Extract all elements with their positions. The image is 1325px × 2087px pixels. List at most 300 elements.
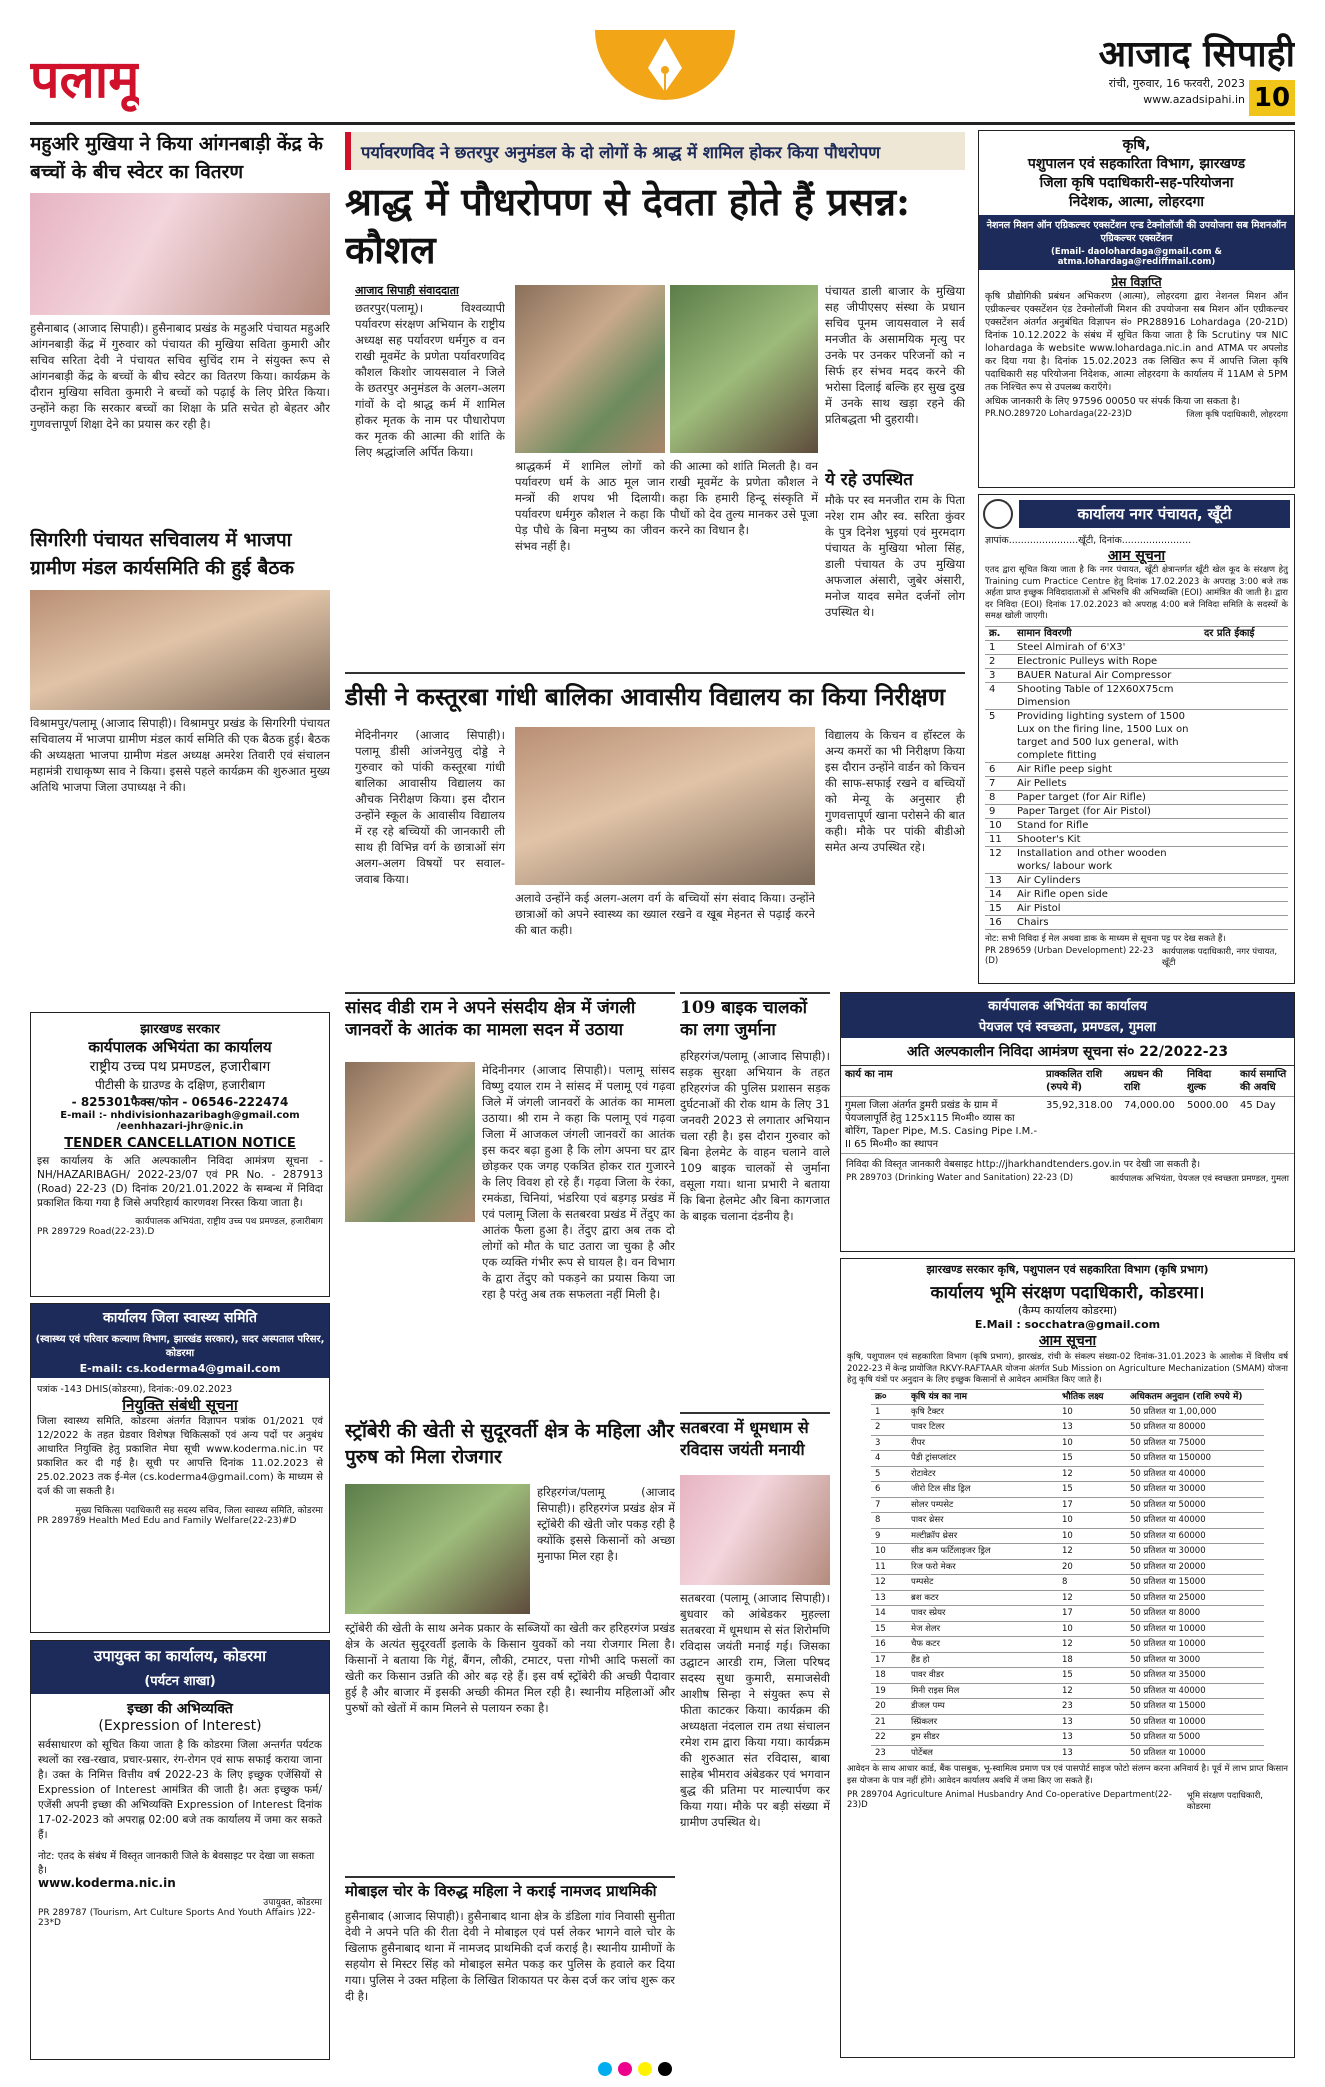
khunti-table-header — [985, 626, 1288, 641]
soil-notes: आवेदन के साथ आधार कार्ड, बैंक पासबुक, भू-स्वामित्व प्रमाण पत्र एवं पासपोर्ट साइज फोटो संलग्न करना अनिवार्य है। पूर्व में लाभ प्राप्त किसान इस योजना के पात्र नहीं होंगे। आवेदन कार्यालय अवधि में जमा किए जा सकते हैं। — [847, 1764, 1288, 1786]
row-number: 10 — [989, 819, 1002, 831]
khunti-intro: एतद द्वारा सूचित किया जाता है कि नगर पंचायत, खूँटी क्षेत्रान्तर्गत खूँटी खेल कूद के संरक्षण हेतु Training cum Practice Centre हेतु दिनांक 17.02.2023 के अपराह्न 3:00 बजे तक अर्हता प्राप्त इच्छुक निविदादाताओं से अभिरुचि की अभिव्यक्ति (EOI) आमंत्रित की जाती है। द्वारा दर निविदा (EOI) दिनांक 17.02.2023 को अपराह्न 4:00 बजे निविदा समिति के सदस्यों के समक्ष खोली जाएगी। — [985, 565, 1288, 621]
khunti-ad — [978, 494, 1295, 984]
water-table-row — [841, 1097, 1294, 1154]
agri-title1: कृषि, — [1122, 137, 1151, 153]
story-3-kicker: पर्यावरणविद ने छतरपुर अनुमंडल के दो लोगों के श्राद्ध में शामिल होकर किया पौधरोपण — [361, 143, 881, 162]
soil-cell-item: कृषि टैक्टर — [911, 1406, 945, 1417]
table-row — [985, 916, 1288, 930]
agri-email: (Email- daolohardaga@gmail.com & atma.lohardaga@rediffmail.com) — [979, 247, 1294, 270]
agri-ad — [978, 130, 1295, 488]
soil-cell-item: पावर टिलर — [911, 1422, 945, 1432]
soil-cell-n: 7 — [875, 1499, 881, 1510]
soil-cell-sub: 50 प्रतिशत या 30000 — [1130, 1546, 1206, 1556]
table-row — [871, 1529, 1264, 1545]
black-mark-icon — [658, 2062, 672, 2076]
soil-cell-sub: 50 प्रतिशत या 150000 — [1130, 1453, 1212, 1463]
emblem-icon — [983, 499, 1013, 529]
story-8-body-1: हरिहरगंज/पलामू (आजाद सिपाही)। हरिहरगंज प्रखंड क्षेत्र में स्ट्रॉबेरी की खेती जोर पकड़ रही है क्योंकि इससे किसानों को अच्छा मुनाफा मिल रहा है। — [537, 1485, 675, 1563]
soil-cell-n: 21 — [875, 1716, 886, 1727]
item-rate — [1200, 777, 1288, 790]
soil-cell-sub: 50 प्रतिशत या 40000 — [1130, 1515, 1206, 1525]
water-tender-ad — [840, 992, 1295, 1252]
soil-cell-target: 17 — [1062, 1608, 1073, 1618]
agri-title3: जिला कृषि पदाधिकारी-सह-परियोजना — [1039, 175, 1234, 191]
khunti-col-no: क्र. — [989, 627, 1001, 639]
story-7-headline: सतबरवा में धूमधाम से रविदास जयंती मनायी — [680, 1418, 809, 1459]
soil-cell-sub: 50 प्रतिशत या 15000 — [1130, 1577, 1206, 1587]
soil-cell-target: 8 — [1062, 1577, 1068, 1587]
water-col-time: कार्य समाप्ति की अवधि — [1240, 1069, 1287, 1093]
table-row — [871, 1699, 1264, 1715]
nh-phone: - 825301फैक्स/फोन - 06546-222474 — [71, 1095, 289, 1109]
soil-cell-n: 12 — [875, 1577, 886, 1587]
table-row — [871, 1420, 1264, 1436]
tourism-body: सर्वसाधारण को सूचित किया जाता है कि कोडरमा जिला अन्तर्गत पर्यटक स्थलों का रख-रखाव, प्रचार-प्रसार, रंग-रोगन एवं साफ सफाई कराया जाना है। उक्त के निमित्त वित्तीय वर्ष 2022-23 के लिए इच्छुक एजेंसियों से Expression of Interest आमंत्रित की जाती है। अतः इच्छुक फर्म/एजेंसी अपनी इच्छा की अभिव्यक्ति Expression of Interest दिनांक 17-02-2023 को अपराह्न 02:00 बजे तक कार्यालय में जमा कर सकते हैं। — [38, 1739, 322, 1841]
masthead-rule — [30, 122, 1295, 125]
soil-cell-n: 13 — [875, 1592, 886, 1603]
table-row — [871, 1622, 1264, 1638]
water-time: 45 Day — [1240, 1100, 1276, 1111]
row-number: 4 — [989, 683, 996, 695]
item-name: Air Cylinders — [1017, 874, 1081, 886]
story-2-photo — [30, 590, 330, 710]
table-row — [871, 1653, 1264, 1669]
soil-cell-item: रोटावेटर — [911, 1468, 936, 1479]
table-row — [871, 1730, 1264, 1746]
agri-pr: PR.NO.289720 Lohardaga(22-23)D — [985, 409, 1132, 419]
website: www.azadsipahi.in — [1143, 93, 1245, 106]
soil-cell-item: पावर वीडर — [911, 1670, 944, 1680]
soil-cell-sub: 50 प्रतिशत या 75000 — [1130, 1437, 1206, 1448]
table-row — [985, 669, 1288, 683]
soil-cell-sub: 50 प्रतिशत या 30000 — [1130, 1484, 1206, 1494]
item-rate — [1200, 902, 1288, 915]
soil-col-target: भौतिक लक्ष्य — [1062, 1391, 1104, 1402]
khunti-table-body — [985, 641, 1288, 930]
table-row — [985, 710, 1288, 763]
item-name: Electronic Pulleys with Rope — [1017, 655, 1158, 667]
health-pr: PR 289789 Health Med Edu and Family Welfare(22-23)#D — [37, 1516, 297, 1526]
table-row — [871, 1591, 1264, 1607]
water-title: अति अल्पकालीन निविदा आमंत्रण सूचना सं० 22/2022-23 — [841, 1038, 1294, 1066]
item-rate — [1200, 805, 1288, 818]
soil-cell-sub: 50 प्रतिशत या 80000 — [1130, 1422, 1206, 1432]
story-6-headline-box — [680, 992, 830, 1044]
soil-cell-n: 9 — [875, 1530, 881, 1541]
water-cost: 35,92,318.00 — [1046, 1100, 1113, 1111]
story-2-body: विश्रामपुर/पलामू (आजाद सिपाही)। विश्रामपुर प्रखंड के सिगरिगी पंचायत सचिवालय में भाजपा ग्रामीण मंडल कार्य समिति की एक बैठक हुई। बैठक की अध्यक्षता भाजपा ग्रामीण मंडल अध्यक्ष अमरेश तिवारी एवं संचालन महामंत्री राधाकृष्ण साव ने किया। इससे पहले कार्यक्रम की शुरुआत मुख्य अतिथि भाजपा जिला उपाध्यक्ष ने की। — [30, 716, 330, 794]
khunti-footer: नोट: सभी निविदा ई मेल अथवा डाक के माध्यम से सूचना पट्ट पर देख सकते हैं। — [985, 933, 1226, 944]
row-number: 16 — [989, 916, 1002, 928]
soil-intro: कृषि, पशुपालन एवं सहकारिता विभाग (कृषि प्रभाग), झारखंड, रांची के संकल्प संख्या-02 दिनांक-31.01.2023 के आलोक में वित्तीय वर्ष 2022-23 में केन्द्र प्रायोजित RKVY-RAFTAAR योजना अंतर्गत Sub Mission on Agriculture Mechanization (SMAM) योजना हेतु कृषि यंत्रों पर अनुदान के लिए इच्छुक किसानों से आवेदन आमंत्रित किए जाते हैं। — [847, 1352, 1288, 1385]
water-table-header — [841, 1066, 1294, 1097]
tourism-pr: PR 289787 (Tourism, Art Culture Sports And Youth Affairs )22-23*D — [38, 1908, 316, 1928]
agri-body: कृषि प्रौद्योगिकी प्रबंधन अभिकरण (आत्मा), लोहरदगा द्वारा नेशनल मिशन ऑन एग्रीकल्चर एक्सटेंशन एंड टेक्नोलॉजी मिशन की उपयोजना सब मिशन ऑन एग्रीकल्चर एक्सटेंशन अंतर्गत अनुबंधित विज्ञापन सं० PR288916 Lohardaga (20-21D) दिनांक 10.12.2022 के संबंध में सूचित किया जाता है कि Scrutiny पत्र NIC lohardaga के website www.lohardaga.nic.in and ATMA पर अपलोड कर दिया गया है। दिनांक 15.02.2023 तक लिखित रूप में आपत्ति जिला कृषि पदाधिकारी सह परियोजना निदेशक, आत्मा लोहरदगा के कार्यालय में 11AM से 5PM तक निश्चित रूप से उपलब्ध कराएँगे। — [985, 291, 1288, 393]
story-5-headline-box — [345, 992, 675, 1058]
row-number: 11 — [989, 833, 1002, 845]
story-3-photo-2 — [670, 285, 818, 453]
soil-cell-item: सोलर पम्पसेट — [911, 1499, 954, 1510]
agri-contact: अधिक जानकारी के लिए 97596 00050 पर संपर्क किया जा सकता है। — [985, 396, 1240, 407]
soil-cell-target: 15 — [1062, 1453, 1073, 1463]
item-rate — [1200, 710, 1288, 762]
soil-cell-sub: 50 प्रतिशत या 25000 — [1130, 1592, 1206, 1603]
story-1-headline-box — [30, 130, 330, 190]
water-col-work: कार्य का नाम — [845, 1069, 893, 1080]
nh-line1: झारखण्ड सरकार — [140, 1022, 220, 1037]
nh-tender-ad — [30, 1012, 330, 1297]
soil-cell-item: ब्रश कटर — [911, 1592, 939, 1603]
nh-title: TENDER CANCELLATION NOTICE — [64, 1136, 296, 1151]
nh-signer: कार्यपालक अभियंता, राष्ट्रीय उच्च पथ प्रमण्डल, हजारीबाग — [135, 1217, 323, 1227]
item-name: Paper Target (for Air Pistol) — [1017, 805, 1151, 817]
story-3-byline: आजाद सिपाही संवाददाता — [355, 284, 459, 297]
soil-pr: PR 289704 Agriculture Animal Husbandry And Co-operative Department(22-23)D — [847, 1790, 1172, 1810]
soil-ad — [840, 1258, 1295, 2058]
water-header1: कार्यपालक अभियंता का कार्यालय — [841, 993, 1294, 1017]
row-number: 1 — [989, 641, 996, 653]
story-4-body-3: विद्यालय के किचन व हॉस्टल के अन्य कमरों का भी निरीक्षण किया इस दौरान उन्होंने वार्डन को किचन की साफ-सफाई रखने व बच्चियों को मेन्यू के अनुसार ही गुणवत्तापूर्ण खाना परोसने की बात कही। मौके पर पांकी बीडीओ समेत अन्य उपस्थित रहे। — [825, 728, 965, 854]
soil-cell-sub: 50 प्रतिशत या 10000 — [1130, 1747, 1206, 1758]
story-4-body-2: अलावे उन्होंने कई अलग-अलग वर्ग के बच्चियों संग संवाद किया। उन्होंने छात्राओं को अपने स्वास्थ्य का ख्याल रखने व खूब मेहनत से पढ़ाई करने की बात कही। — [515, 891, 815, 937]
soil-table-header — [871, 1389, 1264, 1405]
table-row — [985, 874, 1288, 888]
row-number: 12 — [989, 847, 1002, 859]
item-rate — [1200, 791, 1288, 804]
table-row — [985, 833, 1288, 847]
khunti-header: कार्यालय नगर पंचायत, खूँटी — [1019, 500, 1290, 528]
table-row — [985, 847, 1288, 874]
yellow-mark-icon — [638, 2062, 652, 2076]
tourism-title-en: (Expression of Interest) — [98, 1718, 262, 1734]
story-3-body-4: पंचायत डाली बाजार के मुखिया सह जीपीएसए संस्था के प्रधान सचिव पूनम जायसवाल ने सर्व मनजीत के असामयिक मृत्यु पर उनके पर उनकर परिजनों को न सिर्फ हर संभव मदद करने की भरोसा दिलाई बल्कि हर सुख दुख में उनके साथ खड़ा रहने की प्रतिबद्धता भी दुहरायी। — [825, 284, 965, 426]
story-2-headline: सिगरिगी पंचायत सचिवालय में भाजपा ग्रामीण मंडल कार्यसमिति की हुई बैठक — [30, 529, 294, 579]
soil-cell-n: 3 — [875, 1437, 881, 1448]
item-name: Chairs — [1017, 916, 1049, 928]
section-title: पलामू — [30, 49, 140, 110]
health-ref: पत्रांक -143 DHIS(कोडरमा), दिनांक:-09.02.2023 — [37, 1384, 233, 1395]
nh-line4: पीटीसी के ग्राउण्ड के दक्षिण, हजारीबाग — [94, 1078, 266, 1092]
item-name: Shooting Table of 12X60X75cm Dimension — [1017, 683, 1174, 708]
table-row — [985, 641, 1288, 655]
story-4-headline: डीसी ने कस्तूरबा गांधी बालिका आवासीय विद्यालय का किया निरीक्षण — [345, 682, 946, 711]
soil-cell-target: 13 — [1062, 1422, 1073, 1432]
story-6-headline: 109 बाइक चालकों का लगा जुर्माना — [680, 998, 808, 1040]
table-row — [985, 888, 1288, 902]
agri-title5: नेशनल मिशन ऑन एग्रिकल्चर एक्सटेंशन एन्ड टेक्नोलॉजी की उपयोजना सब मिशनऑन एग्रिकल्चर एक्सटेंशन — [979, 215, 1294, 247]
dateline: रांची, गुरुवार, 16 फरवरी, 2023 — [1108, 77, 1245, 90]
story-7-photo — [680, 1475, 830, 1585]
nh-email1: E-mail :- nhdivisionhazaribagh@gmail.com — [60, 1110, 300, 1121]
table-row — [871, 1467, 1264, 1483]
item-rate — [1200, 763, 1288, 776]
item-rate — [1200, 655, 1288, 668]
tourism-header2: (पर्यटन शाखा) — [31, 1671, 329, 1694]
pen-nib-logo-icon — [590, 30, 740, 110]
table-row — [871, 1746, 1264, 1762]
story-8-headline-box — [345, 1418, 675, 1478]
khunti-signer: कार्यपालक पदाधिकारी, नगर पंचायत, खूँटी — [1162, 946, 1278, 968]
soil-cell-target: 12 — [1062, 1468, 1073, 1479]
soil-cell-item: पैडी ट्रांसप्लांटर — [911, 1453, 957, 1463]
story-5-photo — [345, 1062, 475, 1222]
story-6-body: हरिहरगंज/पलामू (आजाद सिपाही)। सड़क सुरक्षा अभियान के तहत हरिहरगंज की पुलिस प्रशासन सड़क दुर्घटनाओं की रोक थाम के लिए 31 जनवरी 2023 से लगातार अभियान चला रही है। इस दौरान गुरुवार को बिना हेलमेट के वाहन चलाने वाले 109 बाइक चालकों से जुर्माना वसूला गया। थाना प्रभारी ने बताया कि बिना हेलमेट और बिना कागजात के बाइक चलाना दंडनीय है। — [680, 1049, 830, 1223]
soil-cell-sub: 50 प्रतिशत या 35000 — [1130, 1670, 1206, 1680]
tourism-ad — [30, 1640, 330, 2060]
item-name: Stand for Rifle — [1017, 819, 1089, 831]
story-3-kicker-bar — [345, 132, 965, 170]
item-rate — [1200, 847, 1288, 873]
item-name: Air Pistol — [1017, 902, 1061, 914]
water-fee: 5000.00 — [1187, 1100, 1229, 1111]
water-work: गुमला जिला अंतर्गत डुमरी प्रखंड के ग्राम में पेयजलापूर्ति हेतु 125x115 मि०मी० व्यास का बोरिंग, Taper Pipe, M.S. Casing Pipe I.M.-II 65 मि०मी० का स्थापन — [845, 1100, 1038, 1150]
item-name: Providing lighting system of 1500 Lux on the firing line, 1500 Lux on target and 500 lux general, with complete fitting — [1017, 710, 1189, 761]
health-body: जिला स्वास्थ्य समिति, कोडरमा अंतर्गत विज्ञापन पत्रांक 01/2021 एवं 12/2022 के तहत ग्रेडवार विशेषज्ञ चिकित्सकों एवं अन्य पदों पर अनुबंध आधारित नियुक्ति हेतु प्रकाशित मेघा सूची www.koderma.nic.in पर प्रकाशित कर दी गई है। सूची पर आपत्ति दिनांक 11.02.2023 से 25.02.2023 तक ई-मेल (cs.koderma4@gmail.com) के माध्यम से दर्ज की जा सकती है। — [37, 1416, 323, 1497]
story-8-photo — [345, 1484, 530, 1614]
soil-cell-item: ड्रम सीडर — [911, 1732, 940, 1742]
item-name: Air Rifle open side — [1017, 888, 1108, 900]
table-row — [871, 1405, 1264, 1421]
soil-cell-sub: 50 प्रतिशत या 8000 — [1130, 1608, 1201, 1618]
agri-title4: निदेशक, आत्मा, लोहरदगा — [1069, 194, 1204, 210]
agri-title2: पशुपालन एवं सहकारिता विभाग, झारखण्ड — [1027, 156, 1246, 172]
soil-cell-item: रीपर — [911, 1437, 925, 1448]
registration-marks — [598, 2062, 728, 2076]
soil-cell-item: पोर्टेबल — [911, 1747, 933, 1758]
soil-cell-item: चैफ कटर — [911, 1639, 940, 1649]
story-3-headline: श्राद्ध में पौधरोपण से देवता होते हैं प्रसन्न: कौशल — [345, 179, 911, 272]
soil-header3: (कैम्प कार्यालय कोडरमा) — [1017, 1304, 1118, 1317]
item-name: BAUER Natural Air Compressor — [1017, 669, 1172, 681]
story-7-headline-box — [680, 1412, 830, 1470]
soil-cell-item: पम्पसेट — [911, 1577, 934, 1587]
soil-cell-sub: 50 प्रतिशत या 5000 — [1130, 1732, 1201, 1742]
water-col-deposit: अग्रधन की राशि — [1124, 1069, 1163, 1093]
nh-line3: राष्ट्रीय उच्च पथ प्रमण्डल, हजारीबाग — [89, 1059, 271, 1075]
row-number: 14 — [989, 888, 1002, 900]
table-row — [871, 1560, 1264, 1576]
item-rate — [1200, 874, 1288, 887]
item-rate — [1200, 916, 1288, 929]
soil-cell-target: 17 — [1062, 1499, 1073, 1510]
soil-cell-sub: 50 प्रतिशत या 20000 — [1130, 1561, 1206, 1572]
soil-cell-n: 20 — [875, 1701, 886, 1711]
table-row — [985, 777, 1288, 791]
newspaper-brand: आजाद सिपाही — [1098, 33, 1295, 75]
soil-cell-item: हैंड हो — [911, 1654, 930, 1665]
row-number: 7 — [989, 777, 996, 789]
table-row — [871, 1451, 1264, 1467]
soil-cell-n: 17 — [875, 1654, 886, 1665]
row-number: 2 — [989, 655, 996, 667]
masthead-meta — [1109, 76, 1245, 108]
soil-cell-target: 12 — [1062, 1685, 1073, 1696]
water-header2: पेयजल एवं स्वच्छता, प्रमण्डल, गुमला — [841, 1017, 1294, 1038]
soil-cell-sub: 50 प्रतिशत या 50000 — [1130, 1499, 1206, 1510]
table-row — [871, 1575, 1264, 1591]
water-note: निविदा की विस्तृत जानकारी वेबसाइट http://jharkhandtenders.gov.in पर देखी जा सकती है। — [846, 1159, 1201, 1170]
tourism-signer: उपायुक्त, कोडरमा — [263, 1898, 322, 1908]
story-7-body: सतबरवा (पलामू (आजाद सिपाही)। बुधवार को आंबेडकर मुहल्ला सतबरवा में धूमधाम से संत शिरोमणि रविदास जयंती मनाई गई। जिसका उद्घाटन आरडी राम, जिला परिषद सदस्य सुधा कुमारी, समाजसेवी आशीष सिन्हा ने संयुक्त रूप से फीता काटकर किया। कार्यक्रम की अध्यक्षता नंदलाल राम तथा संचालन रमेश राम द्वारा किया गया। कार्यक्रम की शुरुआत संत रविदास, बाबा साहेब भीमराव अंबेडकर एवं भगवान बुद्ध की प्रतिमा पर माल्यार्पण कर किया गया। मौके पर बड़ी संख्या में ग्रामीण उपस्थित थे। — [680, 1591, 830, 1829]
story-3-body-2: श्राद्धकर्म में शामिल लोगों को पर्यावरण धर्म के आठ मूल जान मन्त्रों की शपथ भी दिलायी। पर्यावरण धर्मगुरु कौशल ने कहा कि पेड़ पौधे के बिना मनुष्य का जीवन संभव नहीं है। — [515, 459, 665, 553]
soil-col-subsidy: अधिकतम अनुदान (राशि रुपये में) — [1130, 1391, 1243, 1402]
row-number: 15 — [989, 902, 1002, 914]
story-4-body-1: मेदिनीनगर (आजाद सिपाही)। पलामू डीसी आंजनेयुलु दोड्डे ने गुरुवार को पांकी कस्तूरबा गांधी बालिका आवासीय विद्यालय का औचक निरीक्षण किया। इस दौरान उन्होंने स्कूल के आवासीय विद्यालय में रह रहे बच्चियों की जानकारी ली साथ ही विभिन्न वर्ग के छात्राओं संग अलग-अलग विषयों पर सवाल-जवाब किया। — [355, 728, 505, 886]
item-rate — [1200, 819, 1288, 832]
health-signer: मुख्य चिकित्सा पदाधिकारी सह सदस्य सचिव, जिला स्वास्थ्य समिति, कोडरमा — [75, 1506, 323, 1516]
soil-cell-target: 15 — [1062, 1670, 1073, 1680]
table-row — [871, 1668, 1264, 1684]
soil-cell-n: 4 — [875, 1453, 881, 1463]
soil-cell-target: 10 — [1062, 1406, 1073, 1417]
soil-cell-sub: 50 प्रतिशत या 60000 — [1130, 1530, 1206, 1541]
table-row — [985, 791, 1288, 805]
tourism-header1: उपायुक्त का कार्यालय, कोडरमा — [31, 1641, 329, 1671]
water-col-fee: निविदा शुल्क — [1187, 1069, 1212, 1093]
table-row — [985, 655, 1288, 669]
soil-cell-n: 2 — [875, 1422, 881, 1432]
table-row — [985, 819, 1288, 833]
item-rate — [1200, 641, 1288, 654]
item-name: Steel Almirah of 6'X3' — [1017, 641, 1126, 653]
cyan-mark-icon — [598, 2062, 612, 2076]
row-number: 9 — [989, 805, 996, 817]
khunti-pr: PR 289659 (Urban Development) 22-23 (D) — [985, 945, 1154, 966]
nh-email2: /eenhhazari-jhr@nic.in — [116, 1121, 244, 1132]
soil-cell-target: 15 — [1062, 1484, 1073, 1494]
nh-line2: कार्यपालक अभियंता का कार्यालय — [88, 1038, 272, 1056]
story-4-headline-box — [345, 672, 965, 722]
soil-cell-target: 10 — [1062, 1623, 1073, 1634]
khunti-notice: आम सूचना — [1107, 548, 1166, 564]
nh-body: इस कार्यालय के अति अल्पकालीन निविदा आमंत्रण सूचना - NH/HAZARIBAGH/ 2022-23/07 एवं PR No. - 287913 (Road) 22-23 (D) दिनांक 20/21.01.2022 के सम्बन्ध में निविदा प्रकाशित किया गया है जिसे अपरिहार्य कारणवश निरस्त किया जाता है। — [37, 1155, 323, 1209]
story-5-headline: सांसद वीडी राम ने अपने संसदीय क्षेत्र में जंगली जानवरों के आतंक का मामला सदन में उठाया — [345, 998, 636, 1040]
soil-cell-n: 6 — [875, 1484, 881, 1494]
soil-cell-item: मेज शेलर — [911, 1623, 941, 1634]
soil-signer: भूमि संरक्षण पदाधिकारी, कोडरमा — [1186, 1791, 1263, 1812]
row-number: 5 — [989, 710, 996, 722]
soil-table-body — [871, 1405, 1264, 1762]
table-row — [871, 1544, 1264, 1560]
row-number: 8 — [989, 791, 996, 803]
table-row — [871, 1684, 1264, 1700]
row-number: 3 — [989, 669, 996, 681]
story-3-sub: ये रहे उपस्थित — [825, 470, 913, 490]
table-row — [871, 1482, 1264, 1498]
soil-cell-target: 23 — [1062, 1701, 1073, 1711]
row-number: 6 — [989, 763, 996, 775]
soil-cell-sub: 50 प्रतिशत या 10000 — [1130, 1716, 1206, 1727]
story-9-body: हुसैनाबाद (आजाद सिपाही)। हुसैनाबाद थाना क्षेत्र के डंडिला गांव निवासी सुनीता देवी ने अपने पति की रीता देवी ने मोबाइल एवं पर्स लेकर भागने वाले चोर के खिलाफ हुसैनाबाद थाना में नामजद प्राथमिकी दर्ज कराई है। स्थानीय ग्रामीणों के सहयोग से मिस्टर सिंह को मोबाइल समेत पकड़ कर पुलिस के हवाले कर दिया गया। पुलिस ने उक्त महिला के लिखित शिकायत पर केस दर्ज कर जांच शुरू कर दी है। — [345, 1909, 675, 2003]
story-9-headline-box — [345, 1876, 675, 1906]
soil-cell-item: स्प्रिंकलर — [911, 1716, 938, 1727]
story-3-body-3: की आत्मा को शांति मिलती है। वन राखी मूवमेंट के प्रणेता कौशल ने कहा कि हमारी हिन्दू संस्कृति में पौधों को देव तुल्य मानकर उसे पूजा करने का विधान है। — [670, 459, 818, 537]
khunti-col-rate: दर प्रति ईकाई — [1204, 627, 1255, 639]
story-8-body-2: स्ट्रॉबेरी की खेती के साथ अनेक प्रकार के सब्जियों का खेती कर हरिहरगंज प्रखंड क्षेत्र के अत्यंत सुदूरवर्ती इलाके के किसान युवकों को नया रोजगार मिला है। किसानों ने बताया कि गेहूं, बैंगन, लौकी, टमाटर, पत्ता गोभी आदि फसलों का खेती कर किसान उन्नति की ओर बढ़ रहे हैं। इस वर्ष स्ट्रॉबेरी की अच्छी पैदावार हुई है और बाजार में इसकी अच्छी कीमत मिल रही है। स्थानीय महिलाओं और पुरुषों को खेतों में काम मिलने से पलायन रुका है। — [345, 1621, 675, 1715]
health-email: E-mail: cs.koderma4@gmail.com — [31, 1362, 329, 1378]
soil-col-item: कृषि यंत्र का नाम — [911, 1391, 967, 1402]
item-rate — [1200, 888, 1288, 901]
tourism-note: नोट: एतद के संबंध में विस्तृत जानकारी जिले के बेवसाइट पर देखा जा सकता है। — [38, 1851, 315, 1876]
table-row — [985, 902, 1288, 916]
magenta-mark-icon — [618, 2062, 632, 2076]
health-ad — [30, 1303, 330, 1633]
story-1-headline: महुअरि मुखिया ने किया आंगनबाड़ी केंद्र के बच्चों के बीच स्वेटर का वितरण — [30, 133, 323, 183]
water-signer: कार्यपालक अभियंता, पेयजल एवं स्वच्छता प्रमण्डल, गुमला — [1110, 1174, 1289, 1184]
soil-cell-target: 12 — [1062, 1639, 1073, 1649]
soil-cell-n: 16 — [875, 1639, 886, 1649]
soil-notice: आम सूचना — [1038, 1333, 1097, 1349]
soil-cell-item: पावर स्प्रेयर — [911, 1608, 946, 1618]
story-1-body: हुसैनाबाद (आजाद सिपाही)। हुसैनाबाद प्रखंड के महुअरि पंचायत महुअरि आंगनबाड़ी केंद्र में गुरुवार को पंचायत की मुखिया सविता कुमारी और सचिव सरिता देवी ने पंचायत सचिव सुचिंद राम ने संयुक्त रूप से आंगनबाड़ी केंद्र के बच्चों के बीच स्वेटर का वितरण किया। कार्यक्रम के दौरान मुखिया सविता कुमारी ने बच्चों को पढ़ाई के लिए प्रेरित किया। उन्होंने कहा कि सरकार बच्चों का शिक्षा के प्रति सचेत हो बेहतर और गुणवत्तापूर्ण शिक्षा देने का प्रयास कर रही है। — [30, 321, 330, 431]
soil-cell-item: सीड कम फर्टिलाइजर ड्रिल — [911, 1546, 991, 1556]
soil-cell-item: मल्टीक्रॉप थ्रेसर — [911, 1530, 958, 1541]
item-rate — [1200, 833, 1288, 846]
story-3-body-1: छतरपुर(पलामू)। विश्वव्यापी पर्यावरण संरक्षण अभियान के राष्ट्रीय अध्यक्ष सह पर्यावरण धर्मगुरु व वन राखी मूवमेंट के प्रणेता पर्यावरणविद कौशल किशोर जायसवाल ने जिले के छतरपुर अनुमंडल के अलग-अलग गांवों के दो श्राद्ध कर्म में शामिल होकर मृतक के नाम पर पौधारोपण कर मृतक की आत्मा की शांति के लिए श्रद्धांजलि अर्पित किया। — [355, 301, 505, 459]
khunti-col-name: सामान विवरणी — [1017, 627, 1072, 639]
soil-cell-target: 12 — [1062, 1546, 1073, 1556]
table-row — [871, 1436, 1264, 1452]
soil-cell-target: 18 — [1062, 1654, 1073, 1665]
soil-cell-n: 14 — [875, 1608, 886, 1618]
soil-cell-target: 13 — [1062, 1732, 1073, 1742]
soil-cell-target: 10 — [1062, 1515, 1073, 1525]
soil-cell-sub: 50 प्रतिशत या 40000 — [1130, 1468, 1206, 1479]
soil-cell-n: 5 — [875, 1468, 881, 1479]
soil-cell-n: 10 — [875, 1546, 886, 1556]
story-5-body: मेदिनीनगर (आजाद सिपाही)। पलामू सांसद विष्णु दयाल राम ने सांसद में पलामू एवं गढ़वा जिले में जंगली जानवरों के आतंक का मामला उठाया। श्री राम ने कहा कि पलामू एवं गढ़वा जिला में आजकल जंगली जानवरों का आतंक इस कदर बढ़ा हुआ है कि लोग अपना घर द्वार छोड़कर एक जगह एकत्रित होकर रात गुजारने के लिए विवश हो रहे हैं। गढ़वा जिला के रंका, रमकंडा, चिनियां, भंडरिया एवं बड़गड़ प्रखंड में एवं पलामू जिला के सतबरवा प्रखंड में तेंदुए का आतंक फैला हुआ है। तेंदुए द्वारा अब तक दो लोगों को मौत के घाट उतारा जा चुका है और एक व्यक्ति गंभीर रूप से घायल है। वन विभाग के द्वारा तेंदुए को पकड़ने का प्रयास किया जा रहा है परंतु अब तक सफलता नहीं मिली है। — [482, 1063, 675, 1301]
soil-cell-sub: 50 प्रतिशत या 15000 — [1130, 1701, 1206, 1711]
soil-col-no: क्र० — [875, 1391, 887, 1402]
soil-cell-target: 13 — [1062, 1747, 1073, 1758]
page-number: 10 — [1249, 80, 1295, 116]
health-header1: कार्यालय जिला स्वास्थ्य समिति — [31, 1304, 329, 1331]
soil-cell-n: 11 — [875, 1561, 886, 1572]
table-row — [871, 1715, 1264, 1731]
soil-cell-n: 19 — [875, 1685, 886, 1696]
khunti-ref: ज्ञापांक.......................खूँटी, दिनांक....................... — [985, 535, 1192, 546]
item-name: Air Pellets — [1017, 777, 1067, 789]
soil-cell-target: 13 — [1062, 1716, 1073, 1727]
soil-cell-target: 10 — [1062, 1530, 1073, 1541]
tourism-title: इच्छा की अभिव्यक्ति — [127, 1701, 233, 1717]
soil-cell-n: 23 — [875, 1747, 886, 1758]
story-3-body-5: मौके पर स्व मनजीत राम के पिता नरेश राम और स्व. सरिता कुंवर के पुत्र दिनेश भुइयां एवं मुरमदाग पंचायत के मुखिया भोला सिंह, डाली पंचायत के उप मुखिया अफजाल अंसारी, जुबेर अंसारी, मनोज यादव समेत दर्जनों लोग उपस्थित थे। — [825, 493, 965, 619]
soil-header1: झारखण्ड सरकार कृषि, पशुपालन एवं सहकारिता विभाग (कृषि प्रभाग) — [926, 1263, 1209, 1276]
tourism-website[interactable]: www.koderma.nic.in — [38, 1876, 176, 1890]
item-name: Paper target (for Air Rifle) — [1017, 791, 1146, 803]
water-deposit: 74,000.00 — [1124, 1100, 1175, 1111]
soil-cell-sub: 50 प्रतिशत या 40000 — [1130, 1685, 1206, 1696]
soil-cell-item: डीजल पम्प — [911, 1701, 945, 1711]
table-row — [985, 763, 1288, 777]
soil-cell-n: 18 — [875, 1670, 886, 1680]
story-3-headline-box — [345, 178, 965, 278]
agri-signer: जिला कृषि पदाधिकारी, लोहरदगा — [1186, 410, 1288, 420]
soil-cell-n: 1 — [875, 1406, 881, 1417]
item-name: Shooter's Kit — [1017, 833, 1081, 845]
table-row — [871, 1513, 1264, 1529]
soil-email: E.Mail : socchatra@gmail.com — [974, 1318, 1161, 1331]
row-number: 13 — [989, 874, 1002, 886]
soil-cell-sub: 50 प्रतिशत या 3000 — [1130, 1654, 1201, 1665]
table-row — [871, 1637, 1264, 1653]
soil-cell-item: पावर थ्रेसर — [911, 1515, 944, 1525]
soil-cell-target: 12 — [1062, 1592, 1073, 1603]
soil-header2: कार्यालय भूमि संरक्षण पदाधिकारी, कोडरमा। — [930, 1283, 1205, 1303]
soil-cell-item: जीरो टिल सीड ड्रिल — [911, 1484, 971, 1494]
